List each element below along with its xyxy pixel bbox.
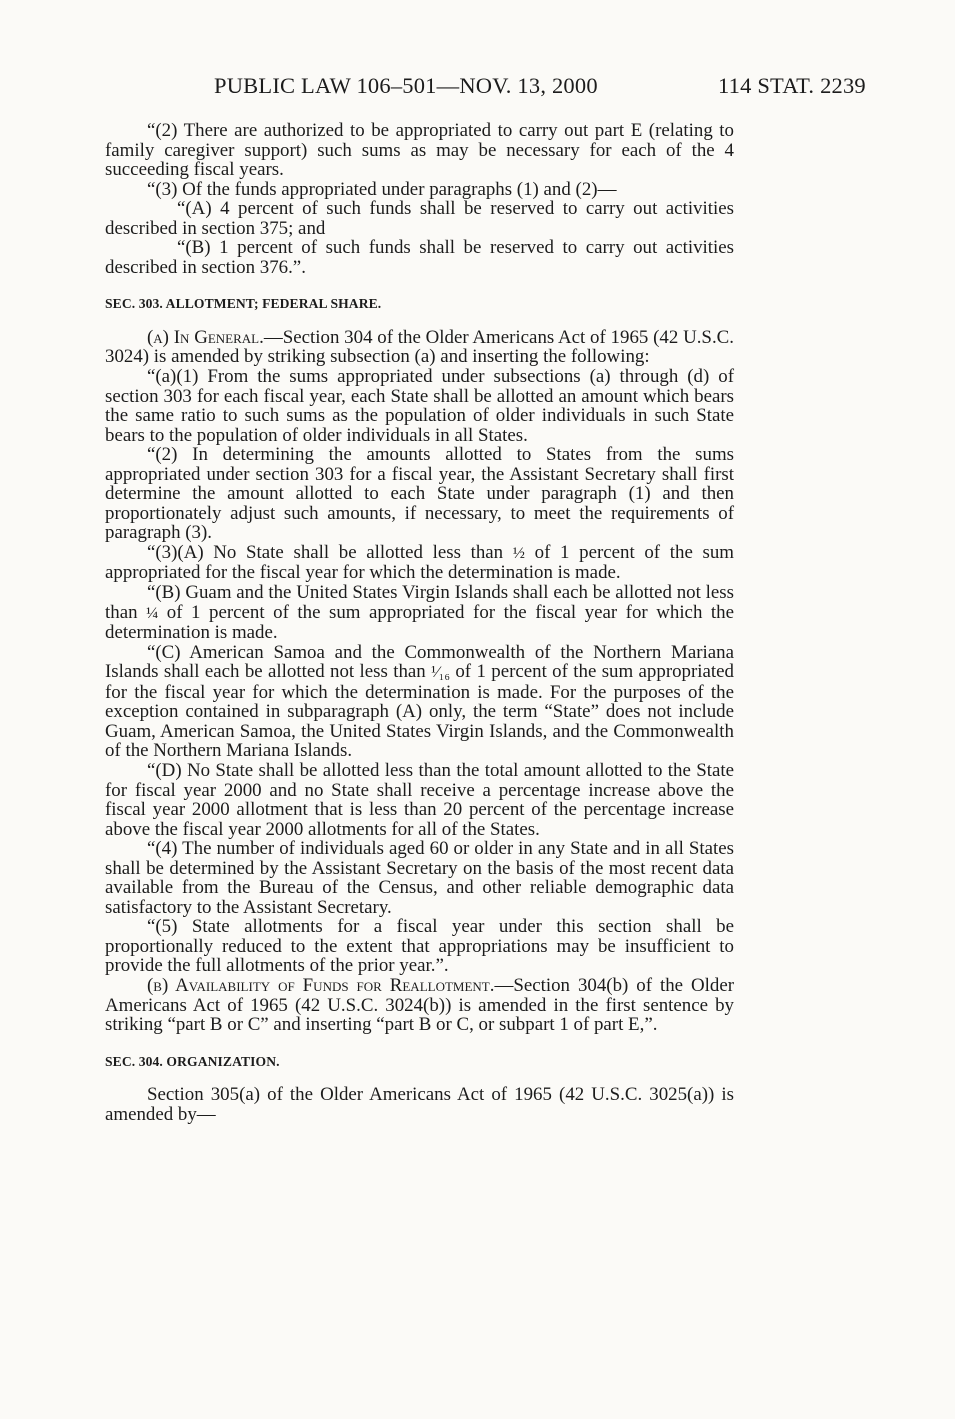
section-heading: SEC. 303. ALLOTMENT; FEDERAL SHARE. xyxy=(105,296,382,312)
paragraph: “(B) 1 percent of such funds shall be reserved to carry out activities described in section 376.”. xyxy=(105,237,734,278)
section-heading: SEC. 304. ORGANIZATION. xyxy=(105,1053,280,1069)
paragraph: “(2) In determining the amounts allotted to States from the sums appropriated under section 303 for a fiscal year, the Assistant Secretary shall first determine the amount allotted to each State under paragraph (1) and then proportionately adjust such amounts, if necessary, to meet the requirements of paragraph (3). xyxy=(105,444,734,544)
fraction: ¹⁄₁₆ xyxy=(431,663,451,682)
paragraph-text: —Section 304 of the Older Americans Act of 1965 (42 U.S.C. 3024) is amended by striking subsection (a) and inserting the following: xyxy=(105,326,734,368)
paragraph xyxy=(105,328,734,367)
paragraph: “(2) There are authorized to be appropriated to carry out part E (relating to family caregiver support) such sums as may be necessary for each of the 4 succeeding fiscal years. xyxy=(105,120,734,181)
running-header-title: PUBLIC LAW 106–501—NOV. 13, 2000 xyxy=(214,73,598,98)
fraction: ¼ xyxy=(146,603,159,622)
paragraph: “(5) State allotments for a fiscal year under this section shall be proportionally reduced to the extent that appropriations may be insufficient to provide the full allotments of the prior year.”. xyxy=(105,916,734,977)
subsection-heading: (a) In General. xyxy=(147,326,264,348)
paragraph: “(A) 4 percent of such funds shall be reserved to carry out activities described in section 375; and xyxy=(105,198,734,239)
subsection-heading: (b) Availability of Funds for Reallotment. xyxy=(147,974,495,996)
paragraph: “(4) The number of individuals aged 60 or older in any State and in all States shall be determined by the Assistant Secretary on the basis of the most recent data available from the Bureau of the Census, and other reliable demographic data satisfactory to the Assistant Secretary. xyxy=(105,838,734,918)
statute-page-number: 114 STAT. 2239 xyxy=(718,73,866,98)
paragraph xyxy=(105,976,734,1035)
paragraph: “(a)(1) From the sums appropriated under subsections (a) through (d) of section 303 for each fiscal year, each State shall be allotted an amount which bears the same ratio to such sums as the population of older individuals in such State bears to the population of older individuals in all States. xyxy=(105,366,734,446)
paragraph-text: —Section 304(b) of the Older Americans Act of 1965 (42 U.S.C. 3024(b)) is amended in the first sentence by striking “part B or C” and inserting “part B or C, or subpart 1 of part E,”. xyxy=(105,974,734,1036)
paragraph: “(D) No State shall be allotted less than the total amount allotted to the State for fiscal year 2000 and no State shall receive a percentage increase above the fiscal year 2000 allotment that is less than 20 percent of the percentage increase above the fiscal year 2000 allotments for all of the States. xyxy=(105,759,734,840)
paragraph: “(C) American Samoa and the Commonwealth of the Northern Mariana Islands shall each be allotted not less than ¹⁄₁₆ of 1 percent of the sum appropriated for the fiscal year for which the determination is made. For the purposes of the exception contained in subparagraph (A) only, the term “State” does not include Guam, American Samoa, the United States Virgin Islands, and the Commonwealth of the Northern Mariana Islands. xyxy=(105,641,734,762)
document-body xyxy=(105,121,734,1124)
fraction: ½ xyxy=(512,543,525,562)
paragraph: “(3)(A) No State shall be allotted less than ½ of 1 percent of the sum appropriated for the fiscal year for which the determination is made. xyxy=(105,541,734,584)
paragraph: Section 305(a) of the Older Americans Act of 1965 (42 U.S.C. 3025(a)) is amended by— xyxy=(105,1084,734,1125)
paragraph: “(B) Guam and the United States Virgin Islands shall each be allotted not less than ¼ of 1 percent of the sum appropriated for the fiscal year for which the determination is made. xyxy=(105,582,735,644)
paragraph: “(3) Of the funds appropriated under paragraphs (1) and (2)— xyxy=(147,178,617,200)
